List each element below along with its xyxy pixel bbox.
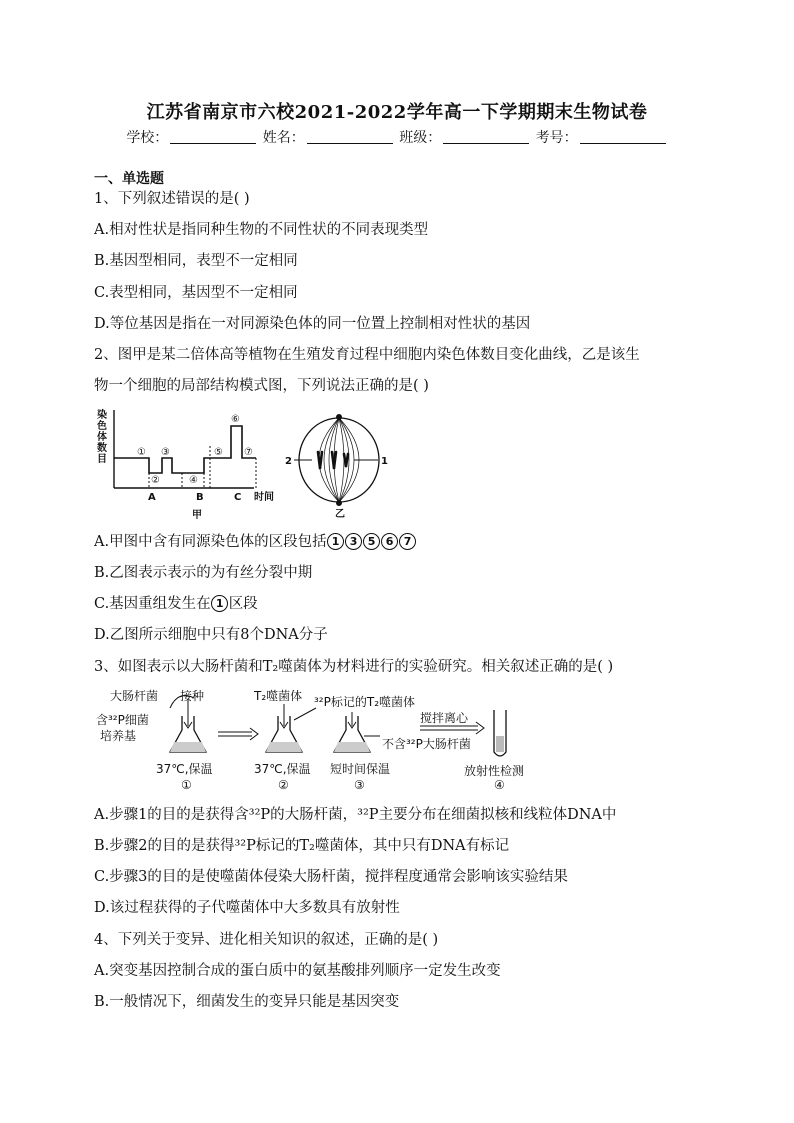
step4-label: 放射性检测 — [464, 764, 525, 778]
step2-label: 37℃,保温 — [254, 762, 311, 776]
ylabel-char: 体 — [97, 432, 107, 443]
q2-option-a-text: A.甲图中含有同源染色体的区段包括 — [94, 534, 327, 550]
stage-label: ④ — [189, 475, 198, 486]
q2-figure-yi — [284, 410, 394, 522]
q1-option-c: C.表型相同，基因型不一定相同 — [94, 285, 298, 301]
circled-number: 5 — [363, 533, 380, 550]
ylabel-char: 色 — [97, 421, 107, 432]
student-info-line — [0, 127, 794, 147]
stage-label: ⑦ — [244, 447, 253, 458]
name-blank[interactable] — [307, 131, 393, 144]
x-axis-label: 时间 — [254, 492, 274, 503]
circled-number: 1 — [211, 595, 228, 612]
name-label: 姓名： — [262, 130, 305, 146]
q2-stem-line2: 物一个细胞的局部结构模式图，下列说法正确的是( ) — [94, 378, 429, 394]
step-number: ② — [278, 778, 289, 792]
step-number: ① — [181, 778, 192, 792]
arrow-1 — [218, 728, 258, 740]
q4-stem: 4、下列关于变异、进化相关知识的叙述，正确的是( ) — [94, 932, 439, 948]
chromosomes — [318, 452, 348, 468]
label-1: 1 — [381, 456, 388, 467]
circled-number: 6 — [381, 533, 398, 550]
q2-option-c-suffix: 区段 — [228, 596, 258, 612]
exam-title: 江苏省南京市六校2021-2022学年高一下学期期末生物试卷 — [146, 102, 648, 123]
ecoli-label: 大肠杆菌 — [110, 689, 159, 703]
figure-caption: 甲 — [192, 510, 202, 521]
q4-option-b: B.一般情况下，细菌发生的变异只能是基因突变 — [94, 994, 400, 1010]
q2-stem-line1: 2、图甲是某二倍体高等植物在生殖发育过程中细胞内染色体数目变化曲线，乙是该生 — [94, 347, 640, 363]
stage-label: ② — [151, 475, 160, 486]
stage-label: ⑤ — [214, 447, 223, 458]
labeled-t2-label: ³²P标记的T₂噬菌体 — [314, 695, 415, 709]
q3-figure — [94, 686, 534, 792]
flask-2 — [266, 704, 302, 752]
section-title: 一、单选题 — [94, 171, 164, 187]
q1-stem: 1、下列叙述错误的是( ) — [94, 191, 250, 207]
inoculate-label: 接种 — [180, 689, 205, 703]
q2-option-c-text: C.基因重组发生在 — [94, 596, 211, 612]
medium-label: 含³²P细菌 — [96, 713, 149, 727]
q1-option-d: D.等位基因是指在一对同源染色体的同一位置上控制相对性状的基因 — [94, 316, 531, 332]
q1-option-a: A.相对性状是指同种生物的不同性状的不同表现类型 — [94, 222, 429, 238]
t2-label: T₂噬菌体 — [254, 689, 303, 703]
arrow-2 — [294, 708, 356, 728]
segment-label: A — [148, 492, 156, 503]
q2-option-c — [94, 594, 258, 614]
class-blank[interactable] — [443, 131, 529, 144]
centrosome-bottom — [336, 500, 342, 506]
label-2: 2 — [285, 456, 292, 467]
stage-label: ③ — [161, 447, 170, 458]
circled-number: 3 — [345, 533, 362, 550]
centrifuge-tube — [494, 710, 506, 756]
school-blank[interactable] — [170, 131, 256, 144]
q2-figure-jia — [94, 406, 284, 526]
q4-option-a: A.突变基因控制合成的蛋白质中的氨基酸排列顺序一定发生改变 — [94, 963, 501, 979]
stage-label: ① — [137, 447, 146, 458]
spindle-fibers — [319, 418, 359, 502]
segment-label: B — [196, 492, 204, 503]
q3-stem: 3、如图表示以大肠杆菌和T₂噬菌体为材料进行的实验研究。相关叙述正确的是( ) — [94, 659, 614, 675]
stir-label: 搅拌离心 — [420, 711, 469, 725]
step-number: ④ — [494, 778, 505, 792]
circled-number: 7 — [399, 533, 416, 550]
q3-option-c: C.步骤3的目的是使噬菌体侵染大肠杆菌，搅拌程度通常会影响该实验结果 — [94, 869, 568, 885]
q3-option-b: B.步骤2的目的是获得³²P标记的T₂噬菌体，其中只有DNA有标记 — [94, 838, 510, 854]
q3-option-a: A.步骤1的目的是获得含³²P的大肠杆菌，³²P主要分布在细菌拟核和线粒体DNA中 — [94, 807, 617, 823]
figure-caption: 乙 — [335, 509, 345, 520]
step1-label: 37℃,保温 — [156, 762, 213, 776]
medium-label: 培养基 — [100, 729, 137, 743]
q2-option-b: B.乙图表示表示的为有丝分裂中期 — [94, 565, 313, 581]
step3-label: 短时间保温 — [330, 762, 391, 776]
step-number: ③ — [354, 778, 365, 792]
exam-number-blank[interactable] — [580, 131, 666, 144]
school-label: 学校： — [126, 130, 169, 146]
ylabel-char: 染 — [97, 410, 107, 421]
segment-label: C — [234, 492, 242, 503]
flask-3 — [334, 716, 380, 752]
flask-1 — [170, 696, 206, 752]
exam-number-label: 考号： — [535, 130, 578, 146]
q2-option-d: D.乙图所示细胞中只有8个DNA分子 — [94, 627, 328, 643]
chromosome-curve — [114, 426, 256, 473]
q3-option-d: D.该过程获得的子代噬菌体中大多数具有放射性 — [94, 900, 400, 916]
class-label: 班级： — [399, 130, 442, 146]
stage-label: ⑥ — [231, 414, 240, 425]
circled-number: 1 — [327, 533, 344, 550]
q1-option-b: B.基因型相同，表型不一定相同 — [94, 253, 298, 269]
ylabel-char: 目 — [97, 454, 107, 465]
centrosome-top — [336, 414, 342, 420]
no-p-ecoli-label: 不含³²P大肠杆菌 — [382, 737, 471, 751]
q2-option-a — [94, 532, 417, 552]
ylabel-char: 数 — [97, 443, 107, 454]
